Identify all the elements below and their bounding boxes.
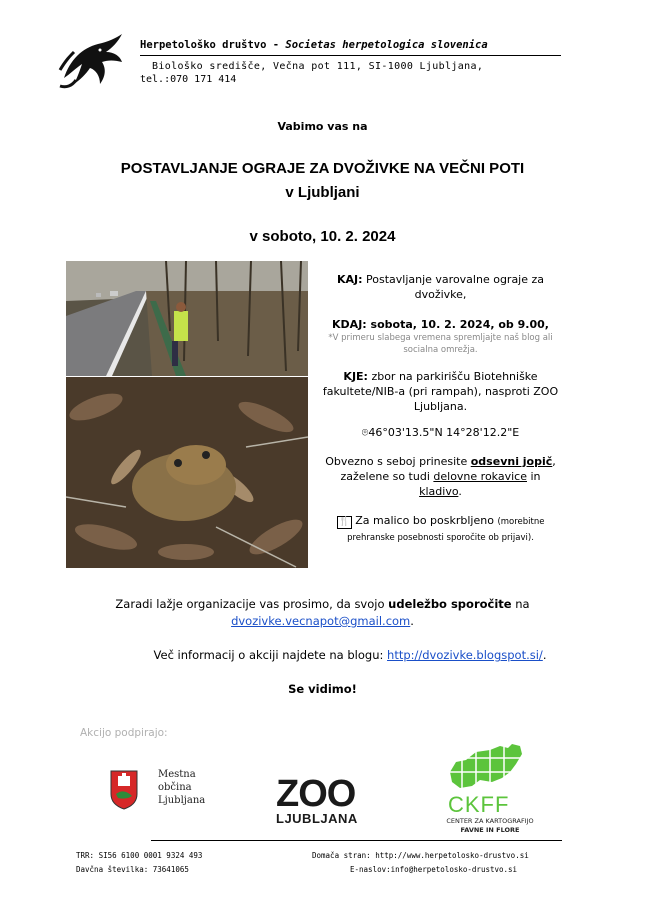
event-title: POSTAVLJANJE OGRAJE ZA DVOŽIVKE NA VEČNI POTI bbox=[120, 160, 525, 177]
email-link[interactable]: dvozivke.vecnapot@gmail.com bbox=[231, 614, 411, 628]
bring-items: Obvezno s seboj prinesite odsevni jopič, zaželene so tudi delovne rokavice in kladivo. bbox=[325, 455, 556, 498]
website: Domača stran: http://www.herpetolosko-drustvo.si bbox=[312, 851, 529, 860]
what-line: KAJ: Postavljanje varovalne ograje za dvoživke, bbox=[336, 273, 545, 301]
event-title-location: v Ljubljani bbox=[285, 184, 360, 201]
tax-number: Davčna številka: 73641065 bbox=[76, 865, 189, 874]
ljubljana-coat-of-arms-icon bbox=[110, 770, 138, 810]
event-date: v soboto, 10. 2. 2024 bbox=[249, 228, 396, 245]
organization-name: Herpetološko društvo - Societas herpetologica slovenica bbox=[140, 39, 488, 51]
where-line: KJE: zbor na parkirišču Biotehniške fakultete/NIB-a (pri rampah), nasproti ZOO Ljubljana. bbox=[322, 370, 559, 413]
registration-paragraph: Zaradi lažje organizacije vas prosimo, da svojo udeležbo sporočite na dvozivke.vecnapot@gmail.com. bbox=[115, 597, 530, 628]
invitation-intro: Vabimo vas na bbox=[277, 120, 368, 133]
coordinates: ⌾46°03'13.5"N 14°28'12.2"E bbox=[361, 426, 520, 439]
sponsor-ckff: CKFF CENTER ZA KARTOGRAFIJO FAVNE IN FLORE bbox=[440, 742, 550, 837]
when-line: KDAJ: sobota, 10. 2. 2024, ob 9.00, bbox=[332, 318, 549, 331]
footer-email: E-naslov:info@herpetolosko-drustvo.si bbox=[350, 865, 518, 874]
sponsor-zoo-ljubljana: ZOO LJUBLJANA bbox=[276, 773, 358, 826]
header-divider bbox=[140, 55, 561, 56]
photo-toads bbox=[66, 377, 308, 568]
sponsor-ljubljana: Mestna občina Ljubljana bbox=[110, 768, 230, 813]
bank-account: TRR: SI56 6100 0001 9324 493 bbox=[76, 851, 203, 860]
food-line: 🍴 Za malico bo poskrbljeno (morebitne prehranske posebnosti sporočite ob prijavi). bbox=[338, 514, 545, 543]
footer-divider bbox=[151, 840, 562, 841]
blog-link[interactable]: http://dvozivke.blogspot.si/ bbox=[387, 648, 543, 662]
cutlery-icon: 🍴 bbox=[338, 517, 350, 527]
blog-paragraph: Več informacij o akciji najdete na blogu: http://dvozivke.blogspot.si/. bbox=[153, 648, 547, 662]
organization-address: Biološko središče, Večna pot 111, SI-1000 Ljubljana, tel.:070 171 414 bbox=[140, 61, 484, 85]
photo-road-fence bbox=[66, 261, 308, 376]
event-details bbox=[318, 272, 563, 544]
closing-line: Se vidimo! bbox=[288, 682, 357, 696]
supporters-label: Akcijo podpirajo: bbox=[80, 727, 168, 739]
slovenia-map-icon bbox=[446, 742, 526, 792]
location-pin-icon: ⌾ bbox=[361, 426, 369, 439]
weather-note: *V primeru slabega vremena spremljajte naš blog ali socialna omrežja. bbox=[328, 333, 553, 355]
society-logo bbox=[56, 30, 126, 90]
